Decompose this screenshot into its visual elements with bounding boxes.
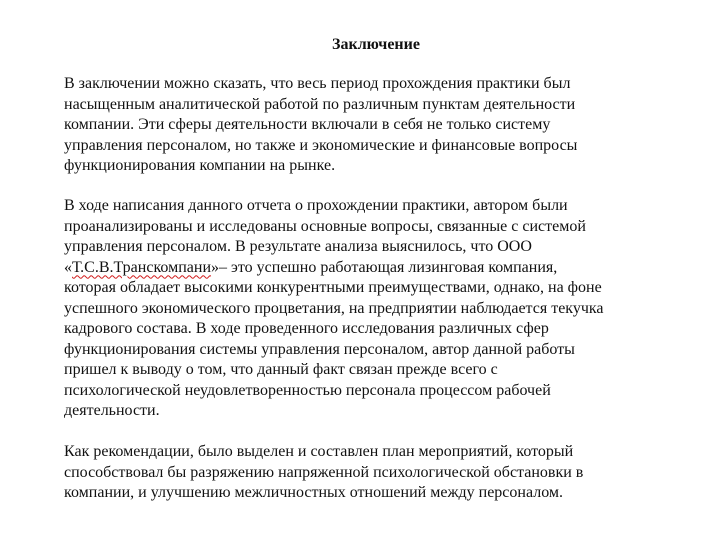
text-line: В ходе написания данного отчета о прохождении практики, автором были	[64, 197, 568, 214]
document-heading: Заключение	[332, 36, 420, 53]
text-line-with-spellcheck	[64, 258, 694, 279]
text-line: проанализированы и исследованы основные вопросы, связанные с системой	[64, 217, 586, 235]
text-line: Как рекомендации, было выделен и составлен план мероприятий, который	[64, 443, 574, 460]
paragraph-1	[64, 74, 694, 177]
text-line: компании, и улучшению межличностных отношений между персоналом.	[64, 484, 564, 501]
text-line: управления персоналом. В результате анализа выяснилось, что ООО	[64, 238, 532, 255]
paragraph-3	[64, 442, 694, 504]
text-line: управления персоналом, но также и экономические и финансовые вопросы	[64, 136, 578, 154]
text-line: пришел к выводу о том, что данный факт связан прежде всего с	[64, 361, 498, 378]
text-line: компании. Эти сферы деятельности включали в себя не только систему	[64, 116, 551, 133]
spellcheck-marked-word: Т.С.В.Транскомпани	[72, 258, 212, 276]
text-line: психологической неудовлетворенностью персонала процессом рабочей	[64, 381, 551, 399]
text-line: которая обладает высокими конкурентными преимуществами, однако, на фоне	[64, 279, 602, 296]
text-line: кадрового состава. В ходе проведенного исследования различных сфер	[64, 320, 549, 337]
line-remainder: »– это успешно работающая лизинговая компания,	[211, 258, 558, 276]
text-line: функционирования системы управления персоналом, автор данной работы	[64, 340, 575, 358]
text-line: способствовал бы разряжению напряженной психологической обстановки в	[64, 463, 584, 481]
open-quote: «	[64, 258, 72, 276]
paragraph-2	[64, 196, 694, 422]
text-line: насыщенным аналитической работой по различным пунктам деятельности	[64, 95, 576, 113]
text-line: В заключении можно сказать, что весь период прохождения практики был	[64, 75, 571, 92]
text-line: функционирования компании на рынке.	[64, 157, 336, 174]
text-line: успешного экономического процветания, на предприятии наблюдается текучка	[64, 299, 604, 317]
text-line: деятельности.	[64, 402, 160, 419]
